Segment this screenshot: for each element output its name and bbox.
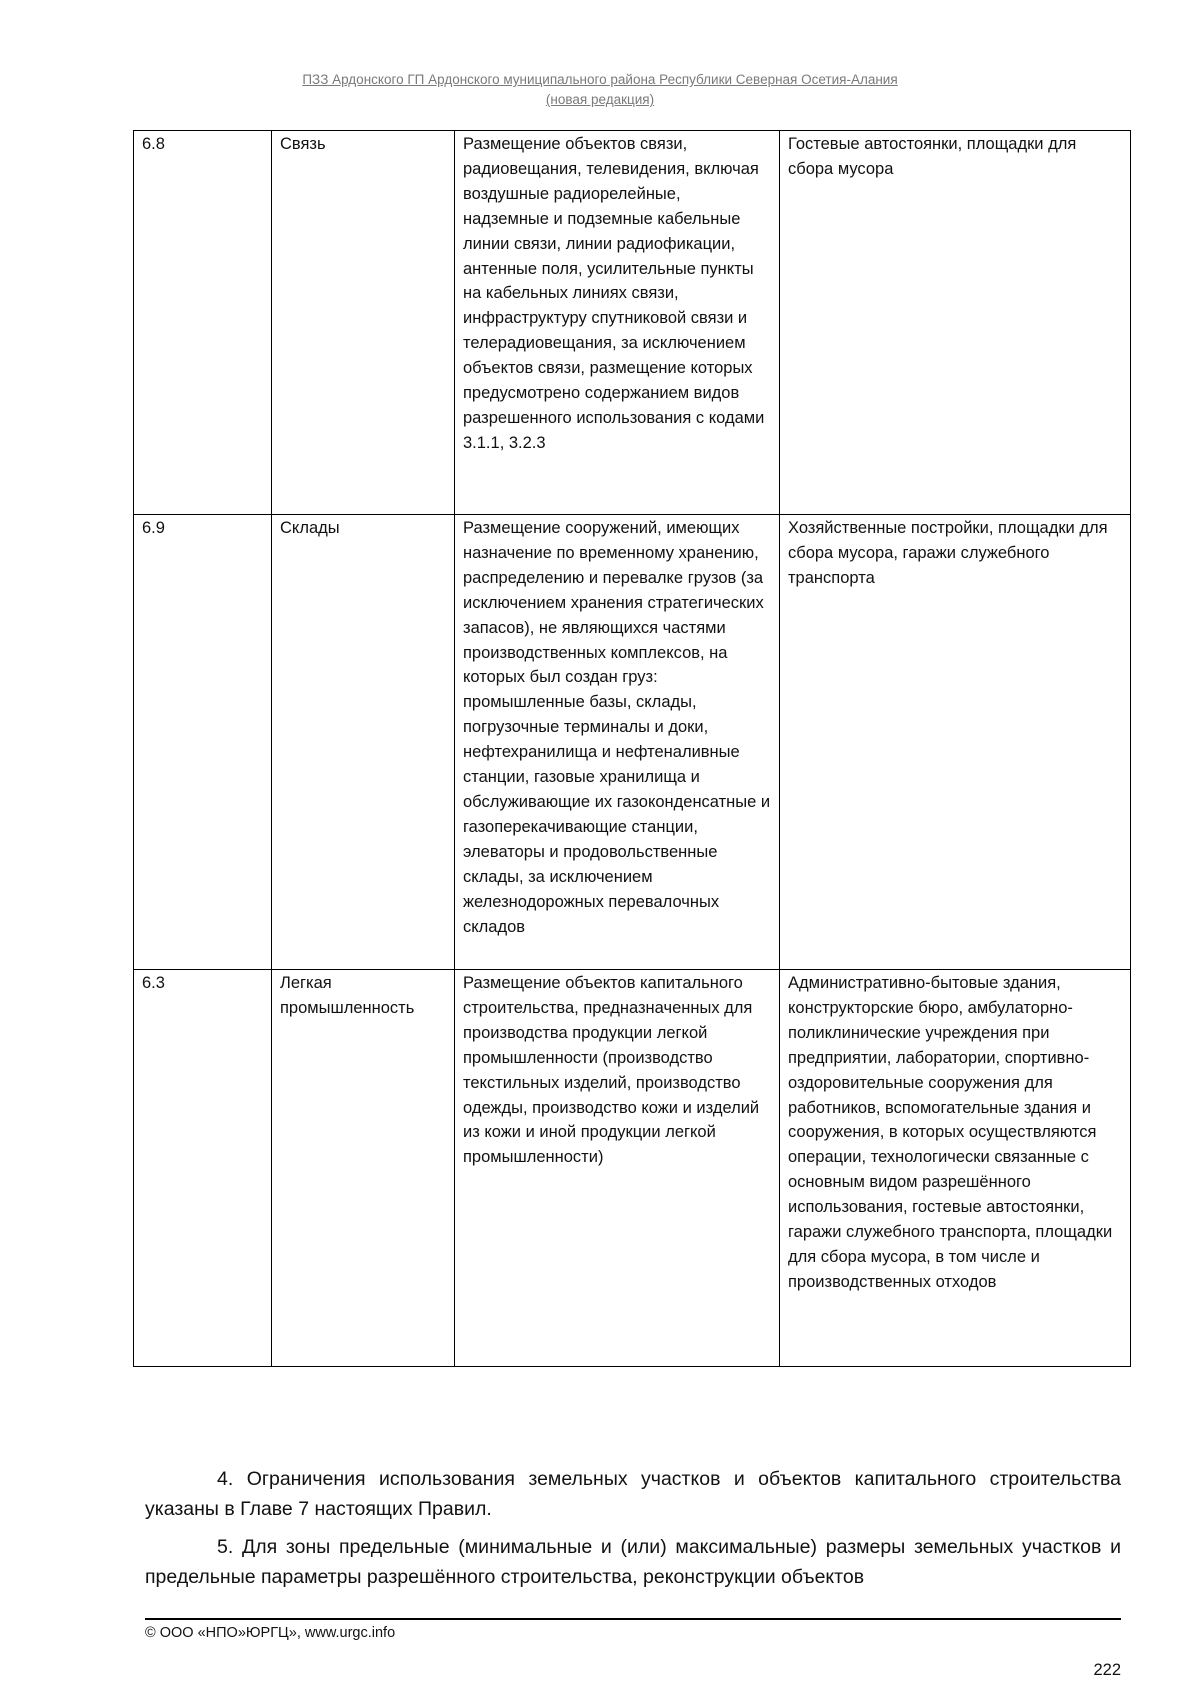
table-row — [134, 131, 1131, 515]
footer-divider — [145, 1618, 1121, 1620]
code-cell: 6.9 — [134, 515, 272, 970]
header-subtitle: (новая редакция) — [545, 92, 655, 107]
code-cell: 6.8 — [134, 131, 272, 515]
description-cell: Размещение объектов связи, радиовещания, телевидения, включая воздушные радиорелейные, надземные и подземные кабельные линии связи, линии радиофикации, антенные поля, усилительные пункты на кабельных линиях связи, инфраструктуру спутниковой связи и телерадиовещания, за исключением объектов связи, размещение которых предусмотрено содержанием видов разрешенного использования с кодами 3.1.1, 3.2.3 — [455, 131, 780, 515]
paragraph-5: 5. Для зоны предельные (минимальные и (или) максимальные) размеры земельных участков и предельные параметры разрешённого строительства, реконструкции объектов — [145, 1536, 1121, 1588]
use-name-cell: Легкая промышленность — [272, 970, 455, 1367]
footer-copyright: © ООО «НПО»ЮРГЦ», www.urgc.info — [145, 1625, 396, 1641]
use-name-cell: Связь — [272, 131, 455, 515]
use-name-cell: Склады — [272, 515, 455, 970]
auxiliary-uses-cell: Хозяйственные постройки, площадки для сбора мусора, гаражи служебного транспорта — [780, 515, 1131, 970]
auxiliary-uses-cell: Административно-бытовые здания, конструкторские бюро, амбулаторно-поликлинические учреждения при предприятии, лаборатории, спортивно-оздоровительные сооружения для работников, вспомогательные здания и сооружения, в которых осуществляются операции, технологически связанные с основным видом разрешённого использования, гостевые автостоянки, гаражи служебного транспорта, площадки для сбора мусора, в том числе и производственных отходов — [780, 970, 1131, 1367]
description-cell: Размещение сооружений, имеющих назначение по временному хранению, распределению и перевалке грузов (за исключением хранения стратегических запасов), не являющихся частями производственных комплексов, на которых был создан груз: промышленные базы, склады, погрузочные терминалы и доки, нефтехранилища и нефтеналивные станции, газовые хранилища и обслуживающие их газоконденсатные и газоперекачивающие станции, элеваторы и продовольственные склады, за исключением железнодорожных перевалочных складов — [455, 515, 780, 970]
header-title: ПЗЗ Ардонского ГП Ардонского муниципального района Республики Северная Осетия-Алания — [302, 72, 898, 87]
paragraph-4: 4. Ограничения использования земельных участков и объектов капитального строительства указаны в Главе 7 настоящих Правил. — [145, 1468, 1121, 1520]
document-header — [0, 70, 1200, 110]
table-row — [134, 970, 1131, 1367]
auxiliary-uses-cell: Гостевые автостоянки, площадки для сбора мусора — [780, 131, 1131, 515]
description-cell: Размещение объектов капитального строительства, предназначенных для производства продукции легкой промышленности (производство текстильных изделий, производство одежды, производство кожи и изделий из кожи и иной продукции легкой промышленности) — [455, 970, 780, 1367]
code-cell: 6.3 — [134, 970, 272, 1367]
page-number: 222 — [1093, 1661, 1121, 1679]
table-row — [134, 515, 1131, 970]
land-use-table — [133, 130, 1131, 1367]
